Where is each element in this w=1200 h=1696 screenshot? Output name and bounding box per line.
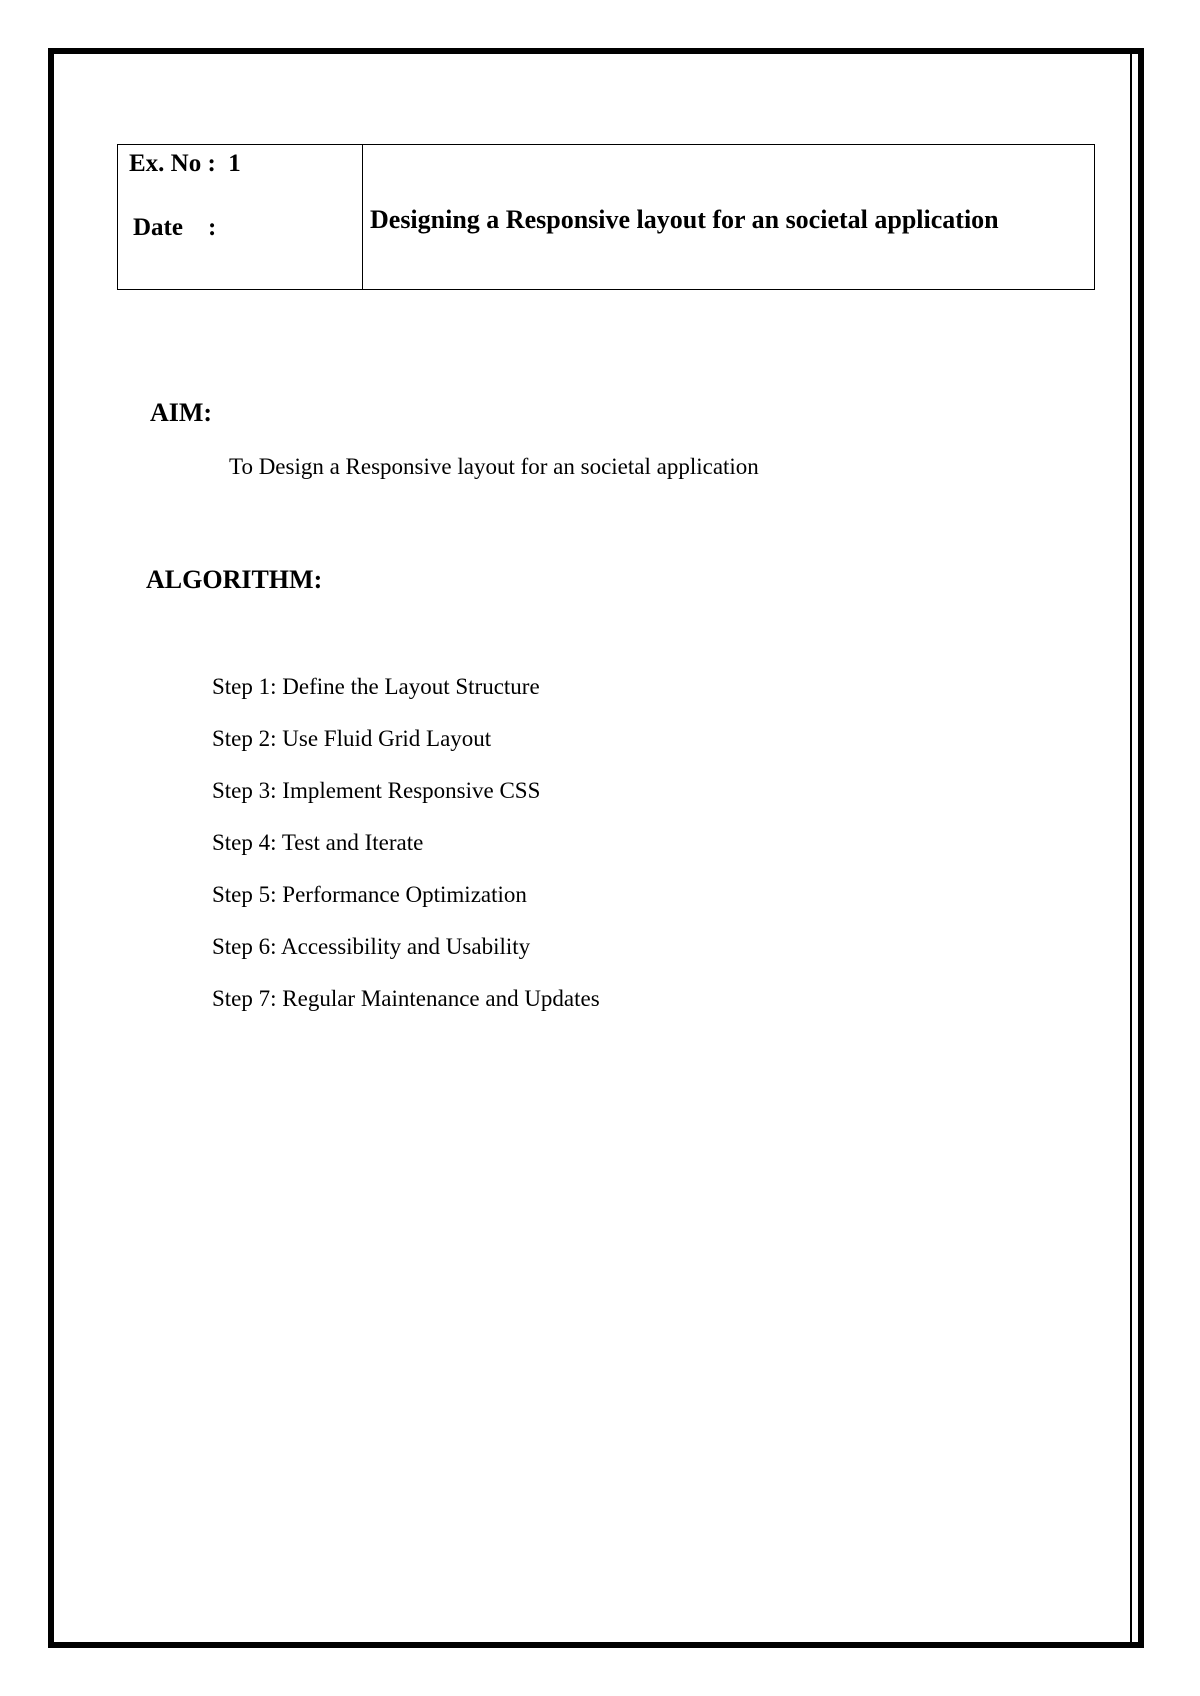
algorithm-step: Step 4: Test and Iterate <box>212 830 424 855</box>
experiment-info-cell <box>118 145 363 290</box>
algorithm-steps-list <box>212 672 600 1036</box>
algorithm-step: Step 2: Use Fluid Grid Layout <box>212 726 492 751</box>
experiment-title-cell <box>363 145 1095 290</box>
algorithm-step: Step 3: Implement Responsive CSS <box>212 778 541 803</box>
algorithm-heading: ALGORITHM: <box>146 565 323 594</box>
aim-heading: AIM: <box>150 398 213 427</box>
aim-text: To Design a Responsive layout for an societal application <box>229 454 759 479</box>
exercise-date: Date : <box>133 214 217 241</box>
algorithm-step: Step 6: Accessibility and Usability <box>212 934 531 959</box>
experiment-title: Designing a Responsive layout for an societal application <box>370 205 999 234</box>
algorithm-step: Step 1: Define the Layout Structure <box>212 674 540 699</box>
experiment-header-table <box>117 144 1095 290</box>
page-border-inner-line <box>1130 54 1132 1642</box>
exercise-number: Ex. No : 1 <box>129 150 241 177</box>
algorithm-step: Step 7: Regular Maintenance and Updates <box>212 986 600 1011</box>
algorithm-step: Step 5: Performance Optimization <box>212 882 527 907</box>
